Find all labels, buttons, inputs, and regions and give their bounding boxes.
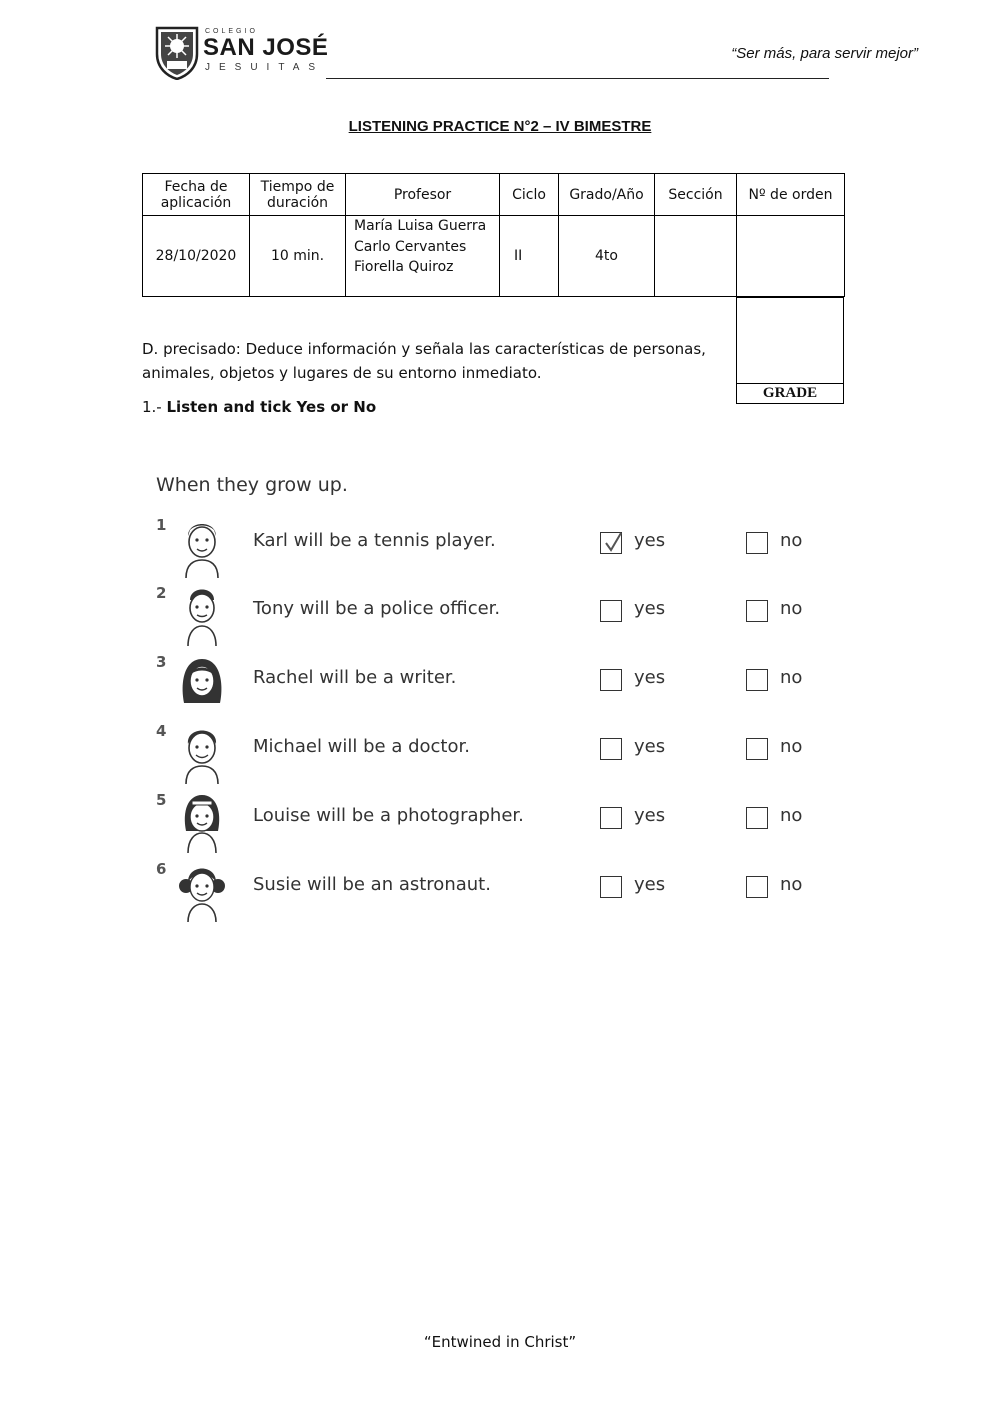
item-number: 6 — [156, 860, 167, 878]
item-sentence: Karl will be a tennis player. — [253, 530, 496, 551]
yes-checkbox[interactable] — [600, 738, 622, 760]
yes-checkbox[interactable] — [600, 876, 622, 898]
value-profesores — [346, 216, 500, 297]
yes-label: yes — [634, 667, 666, 688]
logo-school-name: SAN JOSÉ — [203, 34, 329, 61]
instruction — [142, 398, 376, 416]
page-title: LISTENING PRACTICE N°2 – IV BIMESTRE — [348, 118, 652, 135]
no-checkbox[interactable] — [746, 532, 768, 554]
no-checkbox[interactable] — [746, 600, 768, 622]
profesor-name: María Luisa Guerra — [354, 218, 487, 234]
item-sentence: Rachel will be a writer. — [253, 667, 457, 688]
girl-face-icon — [178, 860, 226, 922]
item-number: 4 — [156, 722, 167, 740]
list-item — [150, 791, 850, 857]
footer-motto: “Entwined in Christ” — [423, 1333, 577, 1351]
school-motto: “Ser más, para servir mejor” — [731, 45, 918, 62]
grade-box[interactable] — [736, 297, 844, 404]
list-item — [150, 584, 850, 650]
info-table-header-row — [143, 174, 845, 216]
info-table — [142, 173, 845, 297]
instruction-text: Listen and tick Yes or No — [166, 398, 377, 416]
yes-checkbox[interactable] — [600, 669, 622, 691]
yes-label: yes — [634, 736, 666, 757]
yes-label: yes — [634, 805, 666, 826]
yes-checkbox[interactable] — [600, 532, 622, 554]
girl-face-icon — [178, 653, 226, 715]
item-number: 2 — [156, 584, 167, 602]
yes-label: yes — [634, 598, 666, 619]
no-label: no — [780, 530, 803, 551]
logo-jesuitas-label: JESUITAS — [205, 62, 325, 73]
no-checkbox[interactable] — [746, 738, 768, 760]
header-grado: Grado/Año — [559, 174, 655, 216]
no-label: no — [780, 805, 803, 826]
info-table-value-row — [143, 216, 845, 297]
exercise-heading: When they grow up. — [156, 474, 348, 496]
header-orden: Nº de orden — [737, 174, 845, 216]
no-checkbox[interactable] — [746, 669, 768, 691]
item-number: 1 — [156, 516, 167, 534]
instruction-number: 1.- — [142, 398, 167, 416]
value-seccion[interactable] — [655, 216, 737, 297]
header-ciclo: Ciclo — [500, 174, 559, 216]
value-fecha: 28/10/2020 — [143, 216, 250, 297]
yes-checkbox[interactable] — [600, 807, 622, 829]
no-label: no — [780, 874, 803, 895]
header-fecha: Fecha de aplicación — [143, 174, 250, 216]
profesor-name: Fiorella Quiroz — [354, 259, 454, 275]
yes-label: yes — [634, 530, 666, 551]
value-tiempo: 10 min. — [250, 216, 346, 297]
school-logo — [153, 24, 329, 80]
no-checkbox[interactable] — [746, 876, 768, 898]
header-tiempo: Tiempo de duración — [250, 174, 346, 216]
list-item — [150, 516, 850, 582]
competency-description: D. precisado: Deduce información y señala las características de personas, animales, objetos y lugares de su entorno inmediato. — [142, 340, 706, 382]
header-seccion: Sección — [655, 174, 737, 216]
no-label: no — [780, 667, 803, 688]
logo-college-label: COLEGIO — [205, 28, 258, 35]
shield-crest-icon — [153, 24, 201, 80]
value-grado: 4to — [559, 216, 655, 297]
item-number: 3 — [156, 653, 167, 671]
header-profesor: Profesor — [346, 174, 500, 216]
boy-face-icon — [178, 584, 226, 646]
item-sentence: Tony will be a police officer. — [253, 598, 501, 619]
no-label: no — [780, 598, 803, 619]
list-item — [150, 722, 850, 788]
item-sentence: Susie will be an astronaut. — [253, 874, 491, 895]
list-item — [150, 653, 850, 719]
item-sentence: Louise will be a photographer. — [253, 805, 524, 826]
item-sentence: Michael will be a doctor. — [253, 736, 470, 757]
grade-label: GRADE — [737, 383, 843, 403]
value-ciclo: II — [500, 216, 559, 297]
list-item — [150, 860, 850, 926]
no-label: no — [780, 736, 803, 757]
profesor-name: Carlo Cervantes — [354, 238, 467, 255]
item-number: 5 — [156, 791, 167, 809]
header-divider — [326, 78, 829, 79]
boy-face-icon — [178, 722, 226, 784]
yes-label: yes — [634, 874, 666, 895]
no-checkbox[interactable] — [746, 807, 768, 829]
yes-checkbox[interactable] — [600, 600, 622, 622]
value-orden[interactable] — [737, 216, 845, 297]
girl-face-icon — [178, 791, 226, 853]
check-mark-icon — [601, 529, 625, 555]
boy-face-icon — [178, 516, 226, 578]
